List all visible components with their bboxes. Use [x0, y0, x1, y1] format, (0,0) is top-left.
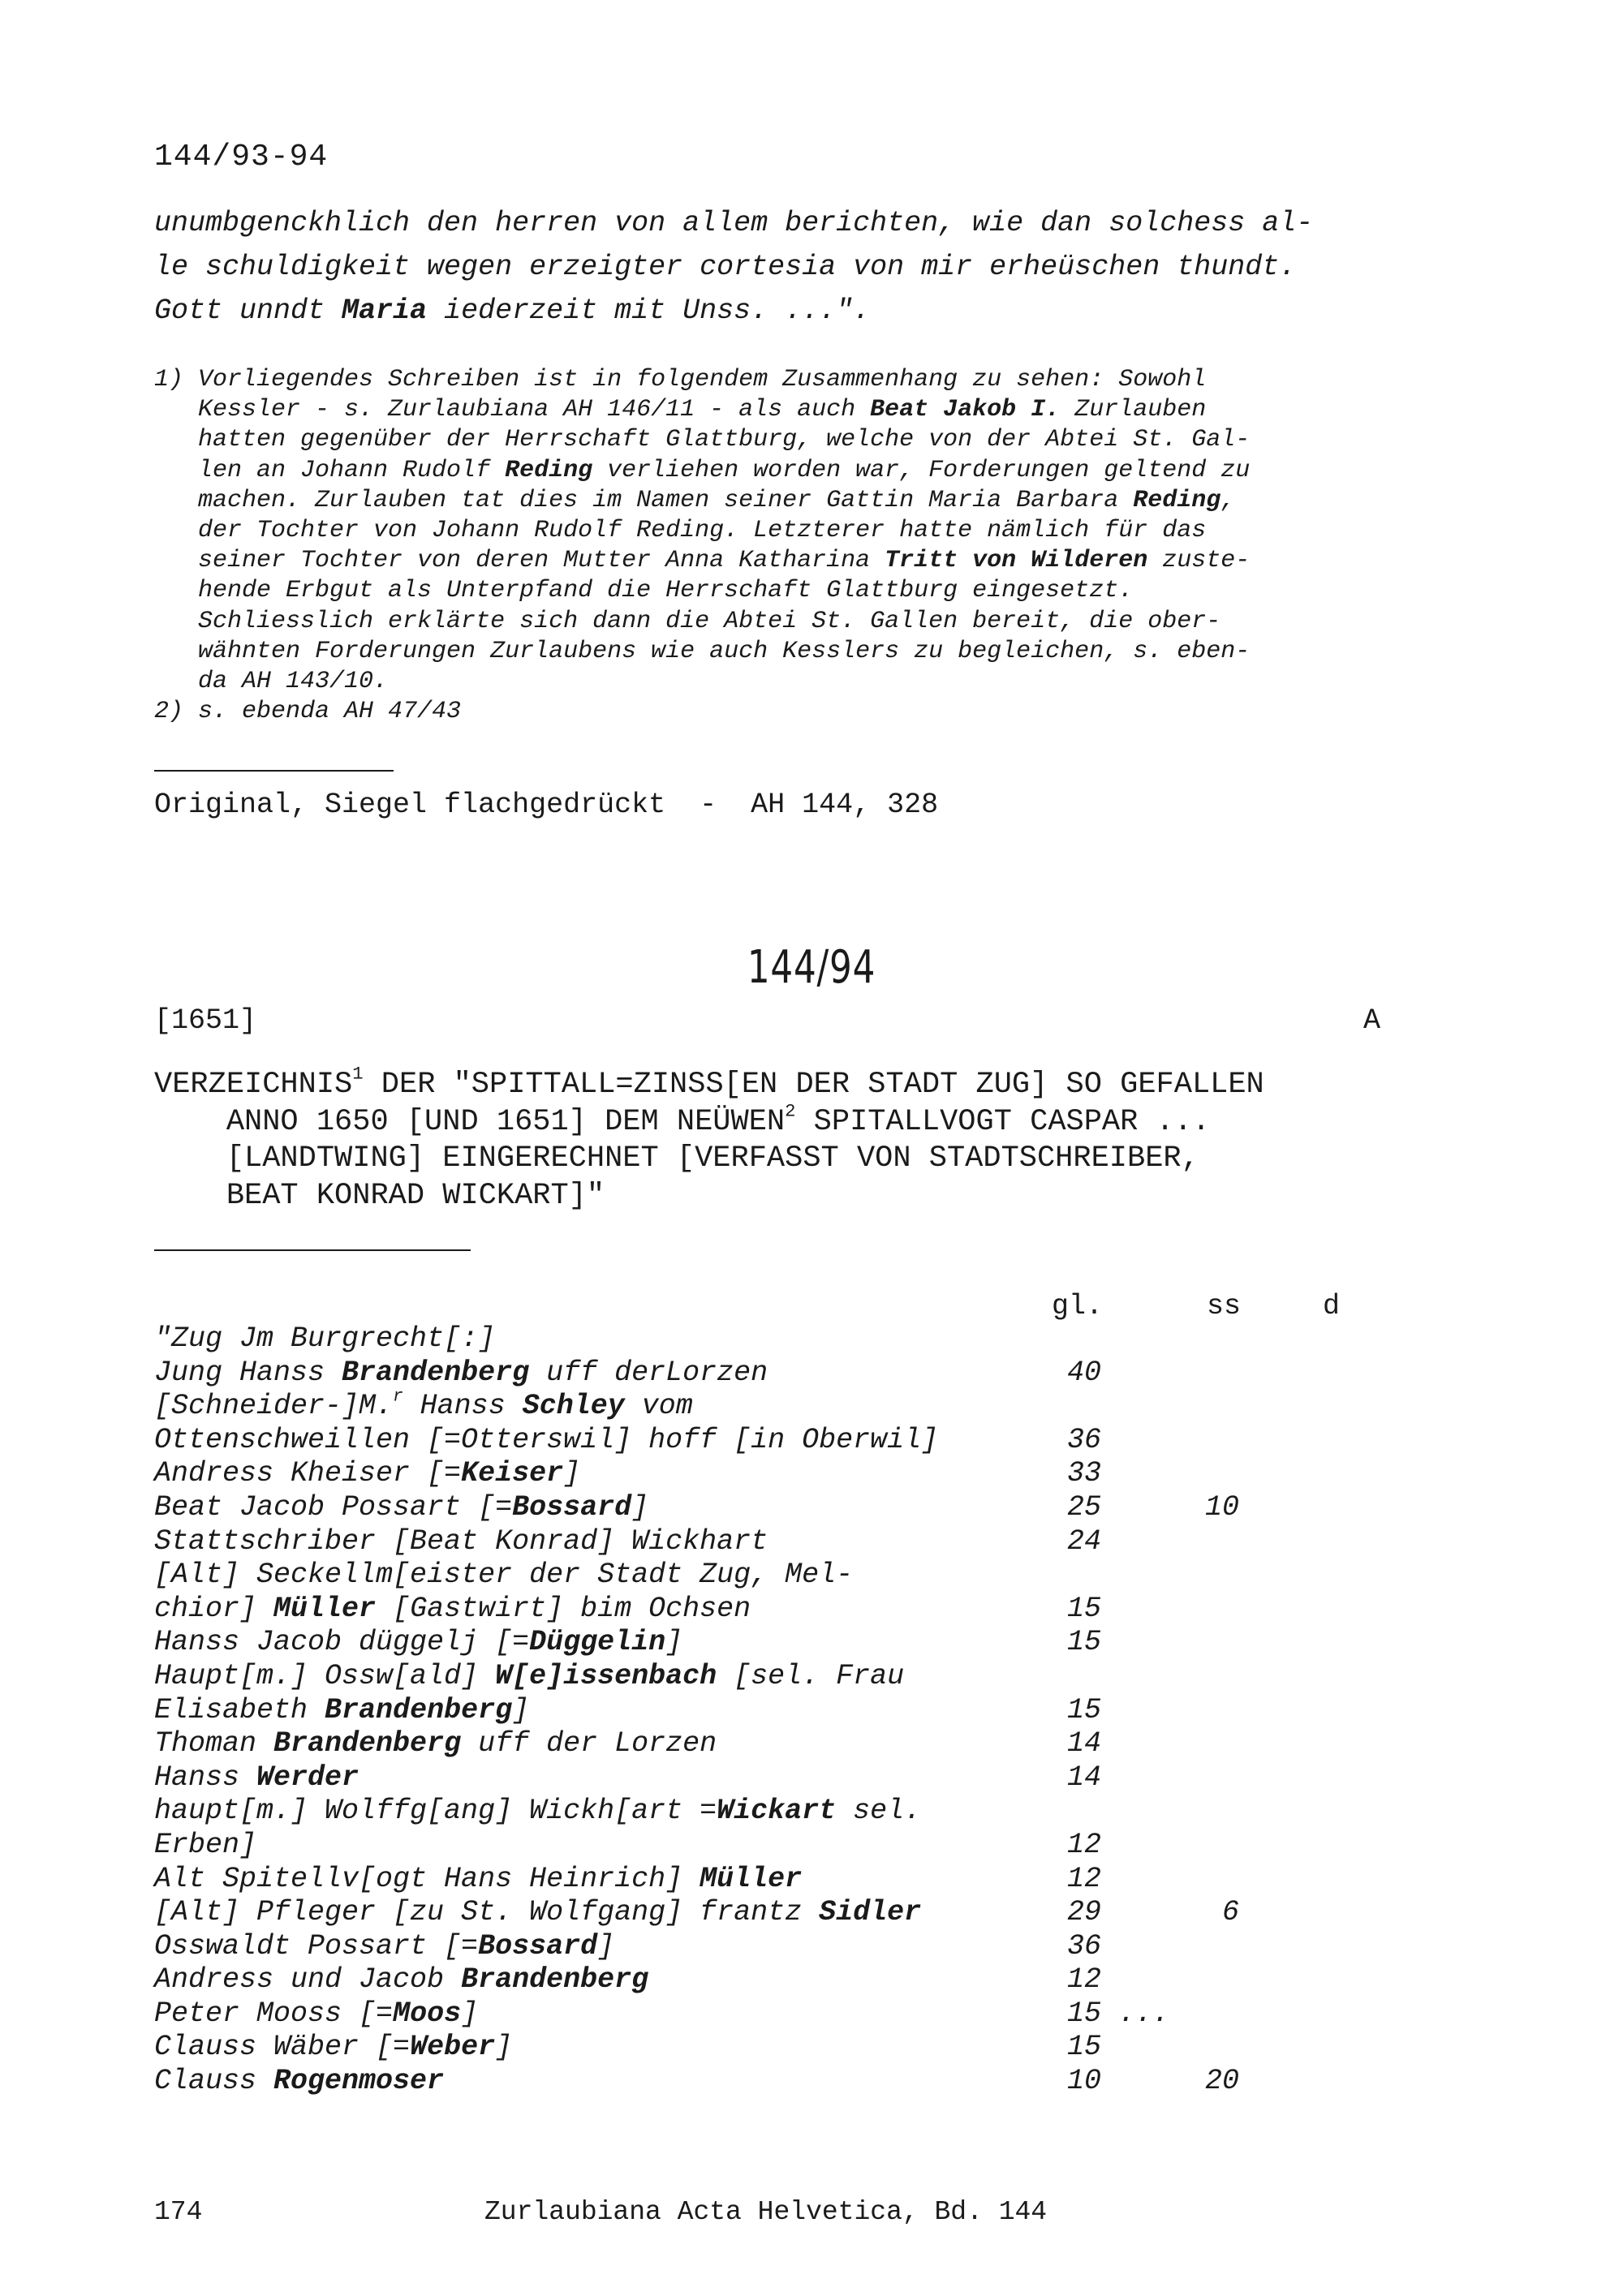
text-run: len an Johann Rudolf [154, 456, 506, 484]
table-row [154, 1322, 938, 1357]
table-row [154, 1457, 1102, 1491]
divider-rule [154, 1249, 471, 1251]
row-label [154, 1694, 529, 1726]
bold-name: Düggelin [529, 1626, 666, 1659]
bold-name: Bossard [478, 1929, 598, 1963]
table-row [154, 1727, 1102, 1761]
text-run: Elisabeth [154, 1693, 325, 1726]
gulden-value: 29 [1067, 1896, 1102, 1929]
row-label [154, 1457, 580, 1490]
text-run: Schliesslich erklärte sich dann die Abtei St. Gallen bereit, die ober- [154, 607, 1221, 635]
text-line [154, 576, 1250, 606]
text-run: uff derLorzen [529, 1356, 768, 1389]
text-line [154, 516, 1250, 546]
gulden-value: 15 [1067, 1592, 1102, 1625]
text-run: "Zug Jm Burgrecht[:] [154, 1322, 496, 1355]
column-header-ss: ss [1207, 1290, 1242, 1322]
text-run: Kessler - s. Zurlaubiana AH 146/11 - als auch [154, 396, 871, 424]
row-label [154, 1660, 904, 1692]
text-run: Clauss [154, 2065, 274, 2098]
text-run: seiner Tochter von deren Mutter Anna Katharina [154, 547, 885, 575]
gulden-value: 36 [1067, 1929, 1102, 1963]
gulden-value: 14 [1067, 1761, 1102, 1794]
row-label [154, 2065, 444, 2097]
text-line [154, 1064, 1264, 1104]
superscript: r [393, 1387, 403, 1407]
gulden-value: 36 [1067, 1423, 1102, 1456]
text-run: BEAT KONRAD WICKART]" [154, 1178, 605, 1213]
text-run: [sel. Frau [717, 1659, 905, 1692]
gulden-value: 15 [1067, 2031, 1102, 2064]
text-line [154, 395, 1250, 425]
bold-name: Brandenberg [342, 1356, 530, 1389]
text-run: [LANDTWING] EINGERECHNET [VERFASST VON STADTSCHREIBER, [154, 1142, 1199, 1176]
text-run: ] [665, 1626, 683, 1659]
text-run: Stattschriber [Beat Konrad] Wickhart [154, 1524, 768, 1558]
text-run: sel. [836, 1795, 922, 1828]
text-run: wähnten Forderungen Zurlaubens wie auch Kesslers zu begleichen, s. eben- [154, 637, 1251, 665]
row-label [154, 1829, 256, 1861]
bold-name: Reding [505, 456, 593, 484]
bold-name: Brandenberg [273, 1727, 462, 1761]
row-label [154, 1559, 853, 1591]
text-run: Beat Jacob Possart [= [154, 1490, 513, 1524]
text-run: vom [624, 1390, 693, 1423]
row-label [154, 1357, 768, 1389]
table-row [154, 1423, 1102, 1458]
text-line [154, 637, 1250, 667]
gulden-value: 15 [1067, 1626, 1102, 1659]
text-run: Zurlauben [1060, 396, 1207, 424]
row-label [154, 1525, 768, 1558]
text-run: hatten gegenüber der Herrschaft Glattburg, welche von der Abtei St. Gal- [154, 426, 1251, 454]
text-line [154, 1141, 1264, 1178]
gulden-value: 25 [1067, 1490, 1102, 1524]
row-label [154, 1491, 648, 1524]
row-label [154, 1387, 693, 1423]
table-row [154, 1559, 938, 1593]
bold-name: Brandenberg [325, 1693, 513, 1726]
document-title [154, 1064, 1264, 1215]
text-run: ] [461, 1997, 479, 2030]
text-line [154, 546, 1250, 576]
superscript: 1 [352, 1064, 364, 1085]
gulden-value: 33 [1067, 1457, 1102, 1490]
schilling-value: 10 [1205, 1490, 1240, 1524]
table-row [154, 1795, 938, 1829]
text-run: Thoman [154, 1727, 274, 1761]
gulden-value: 15 ... [1067, 1997, 1170, 2030]
page-header-reference: 144/93-94 [154, 140, 329, 174]
row-label [154, 1593, 751, 1625]
table-row [154, 1490, 1240, 1525]
interest-table [154, 1322, 1240, 2099]
text-run: Alt Spitellv[ogt Hans Heinrich] [154, 1862, 700, 1895]
gulden-value: 40 [1067, 1356, 1102, 1389]
table-row [154, 1626, 1102, 1660]
text-run: machen. Zurlauben tat dies im Namen seiner Gattin Maria Barbara [154, 486, 1134, 514]
text-line [154, 365, 1250, 395]
text-run: haupt[m.] Wolffg[ang] Wickh[art = [154, 1795, 717, 1828]
bold-name: Keiser [461, 1457, 564, 1490]
text-run: DER "SPITTALL=ZINSS[EN DER STADT ZUG] SO GEFALLEN [363, 1068, 1264, 1102]
bold-name: Tritt von Wilderen [885, 547, 1148, 575]
text-run: Erben] [154, 1828, 257, 1861]
gulden-value: 14 [1067, 1727, 1102, 1761]
row-label [154, 1424, 938, 1456]
column-header-d: d [1323, 1290, 1341, 1322]
gulden-value: 10 [1067, 2065, 1102, 2098]
text-run: , [1220, 486, 1236, 514]
text-run: Osswaldt Possart [= [154, 1929, 479, 1963]
divider-rule [154, 770, 394, 772]
text-run: chior] [154, 1592, 274, 1625]
text-line [154, 425, 1250, 455]
row-label [154, 1626, 682, 1658]
table-row [154, 1356, 1102, 1391]
text-run: unumbgenckhlich den herren von allem berichten, wie dan solchess al- [154, 207, 1314, 239]
text-run: ] [631, 1490, 649, 1524]
text-run: ] [563, 1457, 581, 1490]
gulden-value: 12 [1067, 1963, 1102, 1997]
table-row [154, 2065, 1240, 2099]
row-label [154, 1963, 648, 1996]
document-date: [1651] [154, 1004, 257, 1037]
table-row [154, 1524, 1102, 1559]
text-run: [Gastwirt] bim Ochsen [376, 1592, 751, 1625]
text-run: Hanss [403, 1390, 523, 1423]
table-row [154, 1997, 1170, 2032]
text-run: Andress Kheiser [= [154, 1457, 462, 1490]
bold-name: Maria [342, 295, 428, 327]
text-run: der Tochter von Johann Rudolf Reding. Letzterer hatte nämlich für das [154, 517, 1207, 545]
text-line [154, 667, 1250, 697]
text-run: VERZEICHNIS [154, 1068, 353, 1102]
bold-name: W[e]issenbach [495, 1659, 717, 1692]
gulden-value: 12 [1067, 1862, 1102, 1895]
text-run: ] [512, 1693, 530, 1726]
row-label [154, 1761, 359, 1794]
text-run: [Alt] Pfleger [zu St. Wolfgang] frantz [154, 1896, 820, 1929]
bold-name: Brandenberg [461, 1963, 649, 1997]
row-label [154, 1795, 921, 1827]
gulden-value: 12 [1067, 1828, 1102, 1861]
footer-page-number: 174 [154, 2197, 203, 2227]
row-label [154, 2031, 512, 2063]
text-line [154, 1178, 1264, 1215]
bold-name: Rogenmoser [273, 2065, 445, 2098]
bold-name: Werder [256, 1761, 359, 1794]
text-line [154, 607, 1250, 637]
text-run: hende Erbgut als Unterpfand die Herrschaft Glattburg eingesetzt. [154, 577, 1134, 605]
document-number: 144/94 [747, 941, 876, 994]
text-run: Gott unndt [154, 295, 342, 327]
text-run: zuste- [1147, 547, 1251, 575]
text-run: SPITALLVOGT CASPAR ... [795, 1104, 1211, 1139]
text-line [154, 245, 1313, 289]
table-row [154, 1387, 938, 1424]
table-row [154, 1963, 1102, 1997]
text-run: Hanss [154, 1761, 257, 1794]
document-letter: A [1363, 1004, 1381, 1037]
table-row [154, 1828, 1102, 1863]
original-source-note: Original, Siegel flachgedrückt - AH 144, 328 [154, 789, 939, 821]
bold-name: Müller [273, 1592, 377, 1625]
bold-name: Moos [393, 1997, 462, 2030]
bold-name: Reding [1133, 486, 1221, 514]
bold-name: Schley [522, 1390, 625, 1423]
text-run: 2) s. ebenda AH 47/43 [154, 698, 462, 726]
text-run: Jung Hanss [154, 1356, 342, 1389]
text-line [154, 289, 1313, 333]
text-run: Haupt[m.] Ossw[ald] [154, 1659, 496, 1692]
text-run: ] [597, 1929, 615, 1963]
schilling-value: 20 [1205, 2065, 1240, 2098]
bold-name: Weber [410, 2031, 496, 2064]
row-label [154, 1727, 717, 1760]
table-row [154, 1660, 938, 1694]
table-row [154, 1592, 1102, 1627]
row-label [154, 1322, 495, 1355]
bold-name: Bossard [512, 1490, 632, 1524]
text-run: Clauss Wäber [= [154, 2031, 411, 2064]
continued-letter-text [154, 201, 1313, 333]
footer-title: Zurlaubiana Acta Helvetica, Bd. 144 [484, 2197, 1048, 2227]
text-run: iederzeit mit Unss. ...". [427, 295, 871, 327]
text-run: ANNO 1650 [UND 1651] DEM NEÜWEN [154, 1104, 786, 1139]
bold-name: Sidler [819, 1896, 922, 1929]
footnotes [154, 365, 1250, 727]
text-run: Ottenschweillen [=Otterswil] hoff [in Oberwil] [154, 1423, 939, 1456]
text-run: da AH 143/10. [154, 668, 389, 696]
table-row [154, 1929, 1102, 1964]
bold-name: Müller [700, 1862, 803, 1895]
text-run: Andress und Jacob [154, 1963, 462, 1997]
table-row [154, 2031, 1102, 2065]
gulden-value: 15 [1067, 1693, 1102, 1726]
table-row [154, 1862, 1102, 1897]
text-run: verliehen worden war, Forderungen geltend zu [592, 456, 1251, 484]
column-header-gl: gl. [1052, 1290, 1104, 1322]
table-row [154, 1693, 1102, 1728]
text-run: 1) Vorliegendes Schreiben ist in folgendem Zusammenhang zu sehen: Sowohl [154, 366, 1207, 393]
table-row [154, 1761, 1102, 1795]
table-row [154, 1896, 1240, 1930]
bold-name: Beat Jakob I. [870, 396, 1061, 424]
superscript: 2 [785, 1100, 796, 1121]
text-line [154, 486, 1250, 516]
text-line [154, 456, 1250, 486]
bold-name: Wickart [717, 1795, 837, 1828]
text-line [154, 1100, 1264, 1142]
text-run: Hanss Jacob düggelj [= [154, 1626, 530, 1659]
row-label [154, 1896, 921, 1928]
gulden-value: 24 [1067, 1524, 1102, 1558]
row-label [154, 1997, 478, 2030]
row-label [154, 1930, 614, 1963]
text-run: Peter Mooss [= [154, 1997, 394, 2030]
schilling-value: 6 [1205, 1896, 1240, 1929]
text-run: [Schneider-]M. [154, 1390, 394, 1423]
text-run: uff der Lorzen [461, 1727, 717, 1761]
text-run: le schuldigkeit wegen erzeigter cortesia von mir erheüschen thundt. [154, 251, 1297, 283]
row-label [154, 1863, 802, 1895]
text-run: [Alt] Seckellm[eister der Stadt Zug, Mel- [154, 1559, 854, 1592]
text-run: ] [495, 2031, 513, 2064]
text-line [154, 697, 1250, 727]
text-line [154, 201, 1313, 245]
